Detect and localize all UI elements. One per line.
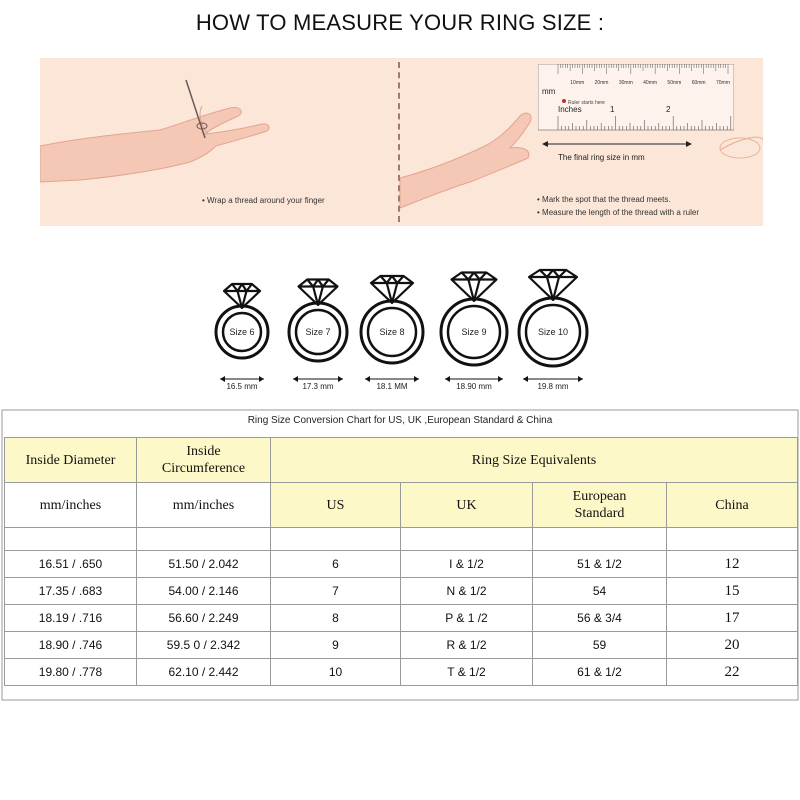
- ruler-mm-tick-label: 10mm: [570, 80, 585, 86]
- header-ring-size-equivalents: Ring Size Equivalents: [271, 438, 798, 483]
- ring-size-label: Size 9: [461, 327, 487, 337]
- ruler-start-dot: [562, 99, 566, 103]
- final-size-label: The final ring size in mm: [558, 153, 645, 162]
- arrowhead-icon: [445, 376, 450, 382]
- diamond-icon: [371, 276, 413, 303]
- ring-mm-label: 19.8 mm: [537, 382, 569, 391]
- header-china: China: [667, 483, 798, 528]
- cell-china: 12: [667, 551, 798, 578]
- cell-uk: T & 1/2: [401, 659, 533, 686]
- header-diameter-unit: mm/inches: [5, 483, 137, 528]
- arrowhead-icon: [365, 376, 370, 382]
- ring-size-label: Size 8: [379, 327, 405, 337]
- header-european-line2: Standard: [574, 506, 625, 521]
- step-wrap-text: • Wrap a thread around your finger: [202, 196, 325, 205]
- banner-divider: [398, 62, 400, 222]
- cell-china: 20: [667, 632, 798, 659]
- ring-mm-label: 18.1 MM: [376, 382, 408, 391]
- arrowhead-icon: [259, 376, 264, 382]
- cell-us: 10: [271, 659, 401, 686]
- cell-european: 61 & 1/2: [533, 659, 667, 686]
- table-row: [5, 578, 798, 605]
- arrowhead-icon: [523, 376, 528, 382]
- ring-size-label: Size 6: [229, 327, 255, 337]
- arrowhead-icon: [293, 376, 298, 382]
- ruler-mm-tick-label: 30mm: [618, 80, 633, 86]
- arrowhead-icon: [338, 376, 343, 382]
- cell-european: 51 & 1/2: [533, 551, 667, 578]
- ruler-start-label: Ruler starts here: [568, 100, 605, 106]
- ruler-graphic: [538, 64, 734, 134]
- cell-european: 59: [533, 632, 667, 659]
- cell-circumference: 51.50 / 2.042: [137, 551, 271, 578]
- ring-size-6: [216, 284, 268, 391]
- page-title: HOW TO MEASURE YOUR RING SIZE :: [195, 10, 605, 35]
- arrowhead-icon: [220, 376, 225, 382]
- ruler-mm-tick-label: 50mm: [667, 80, 682, 86]
- ring-mm-label: 17.3 mm: [302, 382, 334, 391]
- spacer-row: [5, 528, 798, 551]
- cell-china: 15: [667, 578, 798, 605]
- ruler-mm-tick-label: 60mm: [691, 80, 706, 86]
- header-inside-diameter: Inside Diameter: [5, 438, 137, 483]
- cell-us: 9: [271, 632, 401, 659]
- cell-uk: I & 1/2: [401, 551, 533, 578]
- table-row: [5, 551, 798, 578]
- cell-circumference: 59.5 0 / 2.342: [137, 632, 271, 659]
- ring-mm-label: 16.5 mm: [226, 382, 258, 391]
- table-row: [5, 605, 798, 632]
- ring-mm-label: 18.90 mm: [456, 382, 492, 391]
- cell-us: 7: [271, 578, 401, 605]
- ruler-mm-unit: mm: [542, 87, 556, 96]
- ruler-mm-tick-label: 20mm: [594, 80, 609, 86]
- ring-size-7: [289, 280, 347, 392]
- cell-circumference: 54.00 / 2.146: [137, 578, 271, 605]
- cell-china: 17: [667, 605, 798, 632]
- cell-european: 54: [533, 578, 667, 605]
- ring-size-8: [361, 276, 423, 391]
- cell-uk: N & 1/2: [401, 578, 533, 605]
- ring-size-10: [519, 270, 587, 391]
- cell-us: 8: [271, 605, 401, 632]
- ring-size-diagram: [0, 262, 800, 402]
- diamond-icon: [299, 280, 338, 306]
- ring-size-label: Size 10: [537, 327, 569, 337]
- table-row: [5, 632, 798, 659]
- arrowhead-icon: [578, 376, 583, 382]
- ring-size-label: Size 7: [305, 327, 331, 337]
- ruler-mm-tick-label: 40mm: [643, 80, 658, 86]
- cell-uk: R & 1/2: [401, 632, 533, 659]
- cell-diameter: 18.90 / .746: [5, 632, 137, 659]
- ring-size-table: [4, 437, 798, 686]
- header-european-standard: [533, 483, 667, 528]
- cell-diameter: 16.51 / .650: [5, 551, 137, 578]
- ring-size-9: [441, 273, 507, 392]
- cell-circumference: 62.10 / 2.442: [137, 659, 271, 686]
- arrowhead-icon: [498, 376, 503, 382]
- ruler-inch-2: 2: [666, 105, 671, 114]
- ruler-inch-1: 1: [610, 105, 615, 114]
- cell-us: 6: [271, 551, 401, 578]
- ruler-inches-unit: Inches: [558, 105, 582, 114]
- cell-china: 22: [667, 659, 798, 686]
- table-row: [5, 659, 798, 686]
- arrowhead-icon: [414, 376, 419, 382]
- cell-diameter: 17.35 / .683: [5, 578, 137, 605]
- header-inside-circumference-line2: Circumference: [161, 461, 246, 476]
- cell-circumference: 56.60 / 2.249: [137, 605, 271, 632]
- header-european-line1: European: [572, 489, 627, 504]
- header-us: US: [271, 483, 401, 528]
- cell-european: 56 & 3/4: [533, 605, 667, 632]
- diamond-icon: [452, 273, 497, 302]
- header-circumference-unit: mm/inches: [137, 483, 271, 528]
- step-measure-text: • Measure the length of the thread with a ruler: [537, 208, 700, 217]
- cell-diameter: 18.19 / .716: [5, 605, 137, 632]
- ruler-mm-tick-label: 70mm: [716, 80, 730, 86]
- final-size-arrow: [538, 132, 734, 172]
- header-inside-circumference-line1: Inside: [186, 444, 221, 459]
- cell-uk: P & 1 /2: [401, 605, 533, 632]
- diamond-icon: [224, 284, 260, 308]
- ruler: [538, 64, 734, 162]
- header-inside-circumference: [137, 438, 271, 483]
- step-mark-text: • Mark the spot that the thread meets.: [537, 195, 671, 204]
- hand-wrap-illustration: [40, 80, 269, 182]
- table-body: [5, 551, 798, 686]
- table-title: Ring Size Conversion Chart for US, UK ,European Standard & China: [247, 415, 553, 426]
- header-uk: UK: [401, 483, 533, 528]
- cell-diameter: 19.80 / .778: [5, 659, 137, 686]
- diamond-icon: [529, 270, 577, 300]
